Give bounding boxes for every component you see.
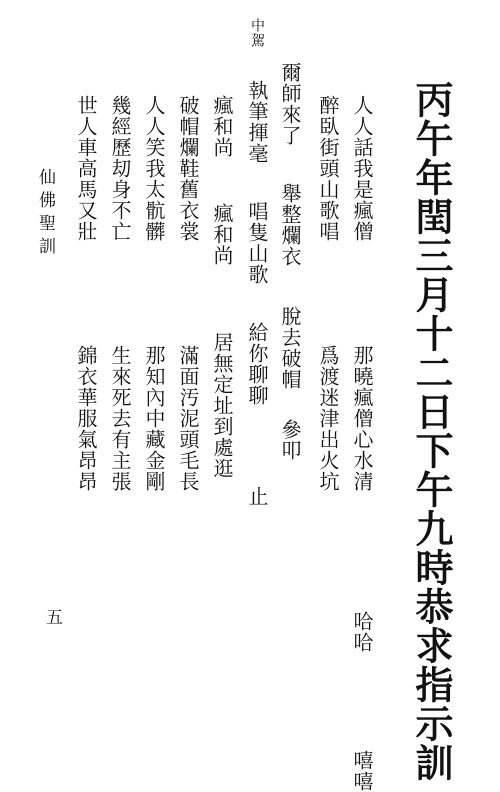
verse-line-7 (140, 95, 169, 492)
verse-phrase: 生來死去有主張 (108, 345, 132, 492)
verse-line-2 (314, 95, 343, 492)
verse-phrase: 世人車高馬又壯 (74, 95, 98, 242)
verse-phrase: 那知內中藏金剛 (142, 345, 166, 492)
verse-line-5 (208, 95, 237, 479)
verse-line-4 (243, 18, 272, 507)
verse-phrase: 錦衣華服氣昂昂 (74, 345, 98, 492)
verse-phrase: 爲渡迷津出火坑 (316, 345, 340, 492)
page-number: 五 (42, 608, 62, 625)
verse-phrase: 止 (245, 486, 269, 507)
laughter-text: 嘻嘻 (350, 750, 374, 792)
verse-phrase: 幾經歷刧身不亡 (108, 95, 132, 242)
verse-phrase: 那曉瘋僧心水清 (350, 345, 374, 492)
inline-note: 中駕 (249, 18, 265, 48)
verse-line-1 (348, 95, 377, 792)
verse-line-6 (174, 95, 203, 492)
verse-phrase: 瘋和尚 (210, 95, 234, 158)
laughter-text: 哈哈 (350, 611, 374, 653)
verse-phrase: 給你聊聊 (245, 322, 269, 406)
verse-phrase: 人人笑我太骯髒 (142, 95, 166, 242)
verse-phrase: 滿面汚泥頭毛長 (176, 345, 200, 492)
page-title: 丙午年閏三月十二日下午九時恭求指示訓 (409, 80, 454, 782)
verse-phrase: 居無定址到處逛 (210, 332, 234, 479)
verse-phrase: 唱隻山歌 (245, 201, 269, 285)
verse-line-9 (72, 95, 101, 492)
verse-phrase: 舉整爛衣 (278, 183, 302, 267)
verse-phrase: 執筆揮毫 (245, 80, 269, 164)
verse-phrase: 脫去破帽 (278, 306, 302, 390)
verse-phrase: 瘋和尚 (210, 203, 234, 266)
verse-phrase: 參叩 (278, 419, 302, 461)
running-title: 仙佛聖訓 (35, 168, 55, 260)
verse-line-8 (106, 95, 135, 492)
verse-phrase: 爾師來了 (278, 62, 302, 146)
verse-phrase: 醉臥街頭山歌唱 (316, 95, 340, 242)
verse-line-3 (276, 62, 305, 461)
verse-phrase: 破帽爛鞋舊衣裳 (176, 95, 200, 242)
verse-phrase: 人人話我是瘋僧 (350, 95, 374, 242)
